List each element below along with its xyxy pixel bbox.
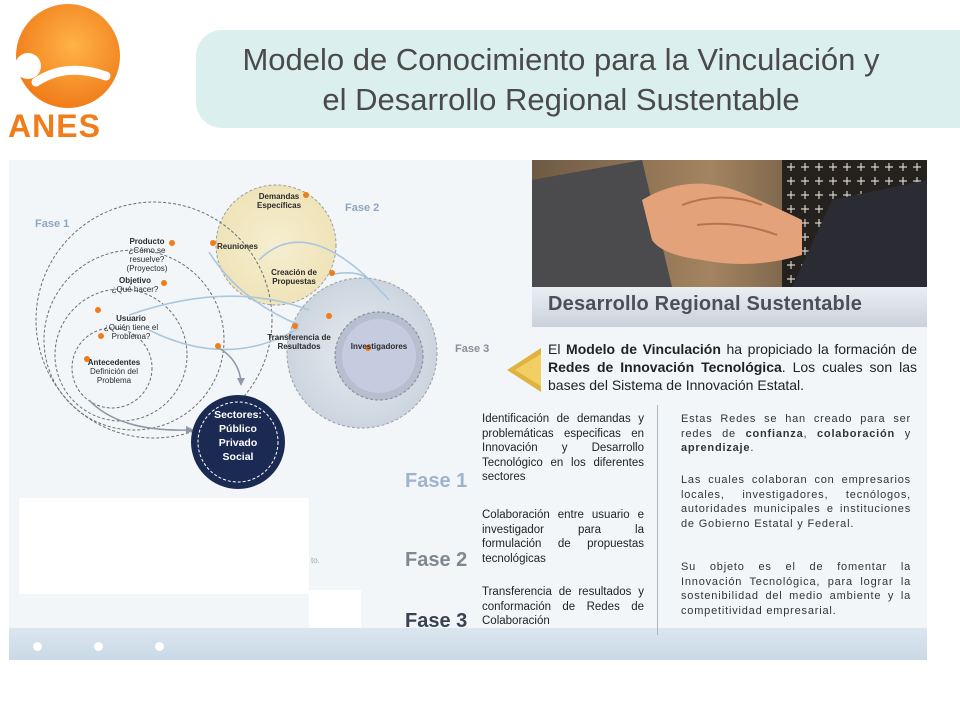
right-paragraph-1: Estas Redes se han creado para ser redes de confianza, colaboración y aprendizaje.: [681, 413, 911, 454]
phase1-name: Fase 1: [405, 470, 468, 492]
handshake-photo: [532, 160, 927, 287]
right-paragraph-2: Las cuales colaboran con empresarios locales, investigadores, tecnólogos, autoridades municipales e instituciones de Gobierno Estatal y Federal.: [681, 474, 911, 530]
divider: [657, 405, 658, 635]
dot: [155, 642, 164, 651]
usuario-label: Usuario ¿Quién tiene el Problema?: [103, 314, 159, 341]
objetivo-label: Objetivo ¿Qué hacer?: [111, 276, 159, 294]
blank-area: [19, 498, 309, 594]
slide-panel: [9, 160, 927, 660]
blank-area-2: [309, 590, 361, 628]
reuniones-label: Reuniones: [217, 242, 258, 251]
sectores-label: Sectores: Público Privado Social: [214, 409, 262, 463]
producto-label: Producto ¿Cómo se resuelve? (Proyectos): [126, 237, 168, 273]
dot: [94, 642, 103, 651]
demandas-label: Demandas Específicas: [256, 192, 302, 210]
banner: [532, 287, 927, 327]
diagram-fase2-label: Fase 2: [345, 202, 380, 214]
pager-dots: [33, 638, 216, 656]
banner-title: Desarrollo Regional Sustentable: [548, 293, 863, 315]
antecedentes-label: Antecedentes Definición del Problema: [87, 358, 141, 385]
left-arrow-icon: [507, 348, 541, 392]
page-title: [196, 40, 926, 120]
phase3-name: Fase 3: [405, 610, 468, 632]
title-box: [196, 30, 960, 128]
phase2-desc: Colaboración entre usuario e investigador para la formulación de propuestas tecnológicas: [482, 509, 644, 565]
title-line-2: el Desarrollo Regional Sustentable: [322, 82, 800, 117]
phase1-desc: Identificación de demandas y problemáticas especificas en Innovación y Desarrollo Tecnológico en los diferentes sectores: [482, 413, 644, 483]
phase2-name: Fase 2: [405, 549, 468, 571]
fase1-circle-3: [55, 289, 187, 421]
transferencia-label: Transferencia de Resultados: [267, 333, 331, 351]
investigadores-label: Investigadores: [350, 342, 408, 351]
dot: [33, 642, 42, 651]
logo-text: ANES: [8, 108, 101, 144]
creacion-label: Creación de Propuestas: [271, 268, 317, 286]
phase3-desc: Transferencia de resultados y conformación de Redes de Colaboración: [482, 586, 644, 627]
fase3-arrow-label: Fase 3: [455, 343, 490, 355]
diagram-fase1-label: Fase 1: [35, 218, 70, 230]
intro-text: El Modelo de Vinculación ha propiciado la formación de Redes de Innovación Tecnológica. Los cuales son las bases del Sistema de Innovación Estatal.: [548, 341, 917, 393]
stray-text: to.: [311, 556, 320, 565]
right-paragraph-3: Su objeto es el de fomentar la Innovación Tecnológica, para lograr la sostenibilidad del medio ambiente y la competitividad empresarial.: [681, 561, 911, 617]
title-line-1: Modelo de Conocimiento para la Vinculación y: [242, 42, 880, 77]
